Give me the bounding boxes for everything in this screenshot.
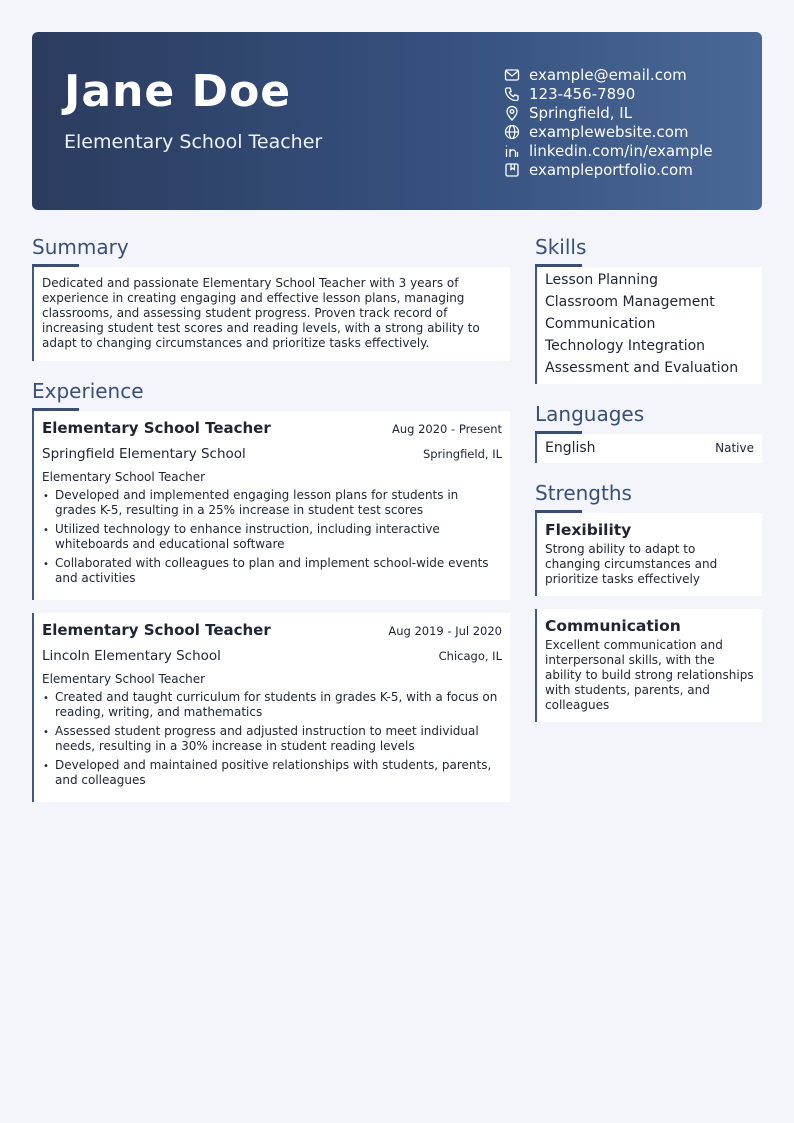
summary-heading: Summary	[32, 235, 129, 259]
linkedin-icon	[504, 143, 520, 159]
language-card	[535, 434, 762, 463]
skill-item: Communication	[545, 316, 656, 332]
list-item: • Created and taught curriculum for students in grades K-5, with a focus on reading, writing, and mathematics	[42, 690, 502, 720]
contact-list	[504, 65, 713, 179]
job-card	[32, 411, 510, 600]
list-item: • Collaborated with colleagues to plan and implement school-wide events and activities	[42, 556, 502, 586]
list-item: • Developed and maintained positive relationships with students, parents, and colleagues	[42, 758, 502, 788]
phone-icon	[504, 86, 520, 102]
mail-icon	[504, 67, 520, 83]
strength-description: Strong ability to adapt to changing circumstances and prioritize tasks effectively	[545, 542, 718, 586]
contact-linkedin[interactable]	[504, 141, 713, 160]
job-title: Elementary School Teacher	[42, 419, 271, 437]
job-dates: Aug 2019 - Jul 2020	[388, 624, 502, 638]
globe-icon	[504, 124, 520, 140]
list-item: • Assessed student progress and adjusted instruction to meet individual needs, resulting in a 30% increase in student reading levels	[42, 724, 502, 754]
job-organization: Springfield Elementary School	[42, 446, 246, 462]
contact-location	[504, 103, 713, 122]
candidate-role: Elementary School Teacher	[64, 131, 323, 153]
candidate-name: Jane Doe	[64, 66, 292, 117]
skill-item: Assessment and Evaluation	[545, 360, 739, 376]
contact-phone-text: 123-456-7890	[529, 84, 636, 103]
portfolio-icon	[504, 162, 520, 178]
contact-linkedin-text: linkedin.com/in/example	[529, 141, 713, 160]
strength-card	[535, 513, 762, 596]
strength-card	[535, 609, 762, 722]
language-level: Native	[715, 441, 754, 455]
skill-item: Technology Integration	[545, 338, 706, 354]
skills-heading: Skills	[535, 235, 587, 259]
job-organization: Lincoln Elementary School	[42, 648, 221, 664]
job-title: Elementary School Teacher	[42, 621, 271, 639]
strength-title: Communication	[545, 617, 681, 635]
job-card	[32, 613, 510, 802]
contact-portfolio-text: exampleportfolio.com	[529, 160, 693, 179]
skill-item: Classroom Management	[545, 294, 715, 310]
summary-card	[32, 267, 510, 361]
job-dates: Aug 2020 - Present	[392, 422, 502, 436]
languages-heading: Languages	[535, 402, 645, 426]
contact-portfolio[interactable]	[504, 160, 713, 179]
strengths-heading: Strengths	[535, 481, 632, 505]
contact-phone[interactable]	[504, 84, 713, 103]
contact-email-text: example@email.com	[529, 65, 687, 84]
strength-title: Flexibility	[545, 521, 632, 539]
contact-website[interactable]	[504, 122, 713, 141]
summary-text: Dedicated and passionate Elementary School Teacher with 3 years of experience in creating engaging and effective lesson plans, managing classrooms, and assessing student progress. Proven track record of increasing student test scores and reading levels, with a strong ability to adapt to changing circumstances and prioritize tasks effectively.	[42, 276, 480, 350]
job-location: Springfield, IL	[422, 447, 502, 461]
experience-heading: Experience	[32, 379, 144, 403]
job-bullets	[42, 690, 502, 788]
job-subtitle: Elementary School Teacher	[42, 672, 206, 686]
job-location: Chicago, IL	[438, 649, 502, 663]
location-pin-icon	[504, 105, 520, 121]
resume-header	[32, 32, 762, 210]
strength-description: Excellent communication and interpersonal skills, with the ability to build strong relationships with students, parents, and colleagues	[545, 638, 754, 712]
contact-email[interactable]	[504, 65, 713, 84]
language-name: English	[545, 440, 596, 456]
list-item: • Utilized technology to enhance instruction, including interactive whiteboards and educational software	[42, 522, 502, 552]
skill-item: Lesson Planning	[545, 272, 658, 288]
job-subtitle: Elementary School Teacher	[42, 470, 206, 484]
skills-card	[535, 267, 762, 384]
contact-location-text: Springfield, IL	[529, 103, 633, 122]
list-item: • Developed and implemented engaging lesson plans for students in grades K-5, resulting in a 25% increase in student test scores	[42, 488, 502, 518]
contact-website-text: examplewebsite.com	[529, 122, 689, 141]
job-bullets	[42, 488, 502, 586]
